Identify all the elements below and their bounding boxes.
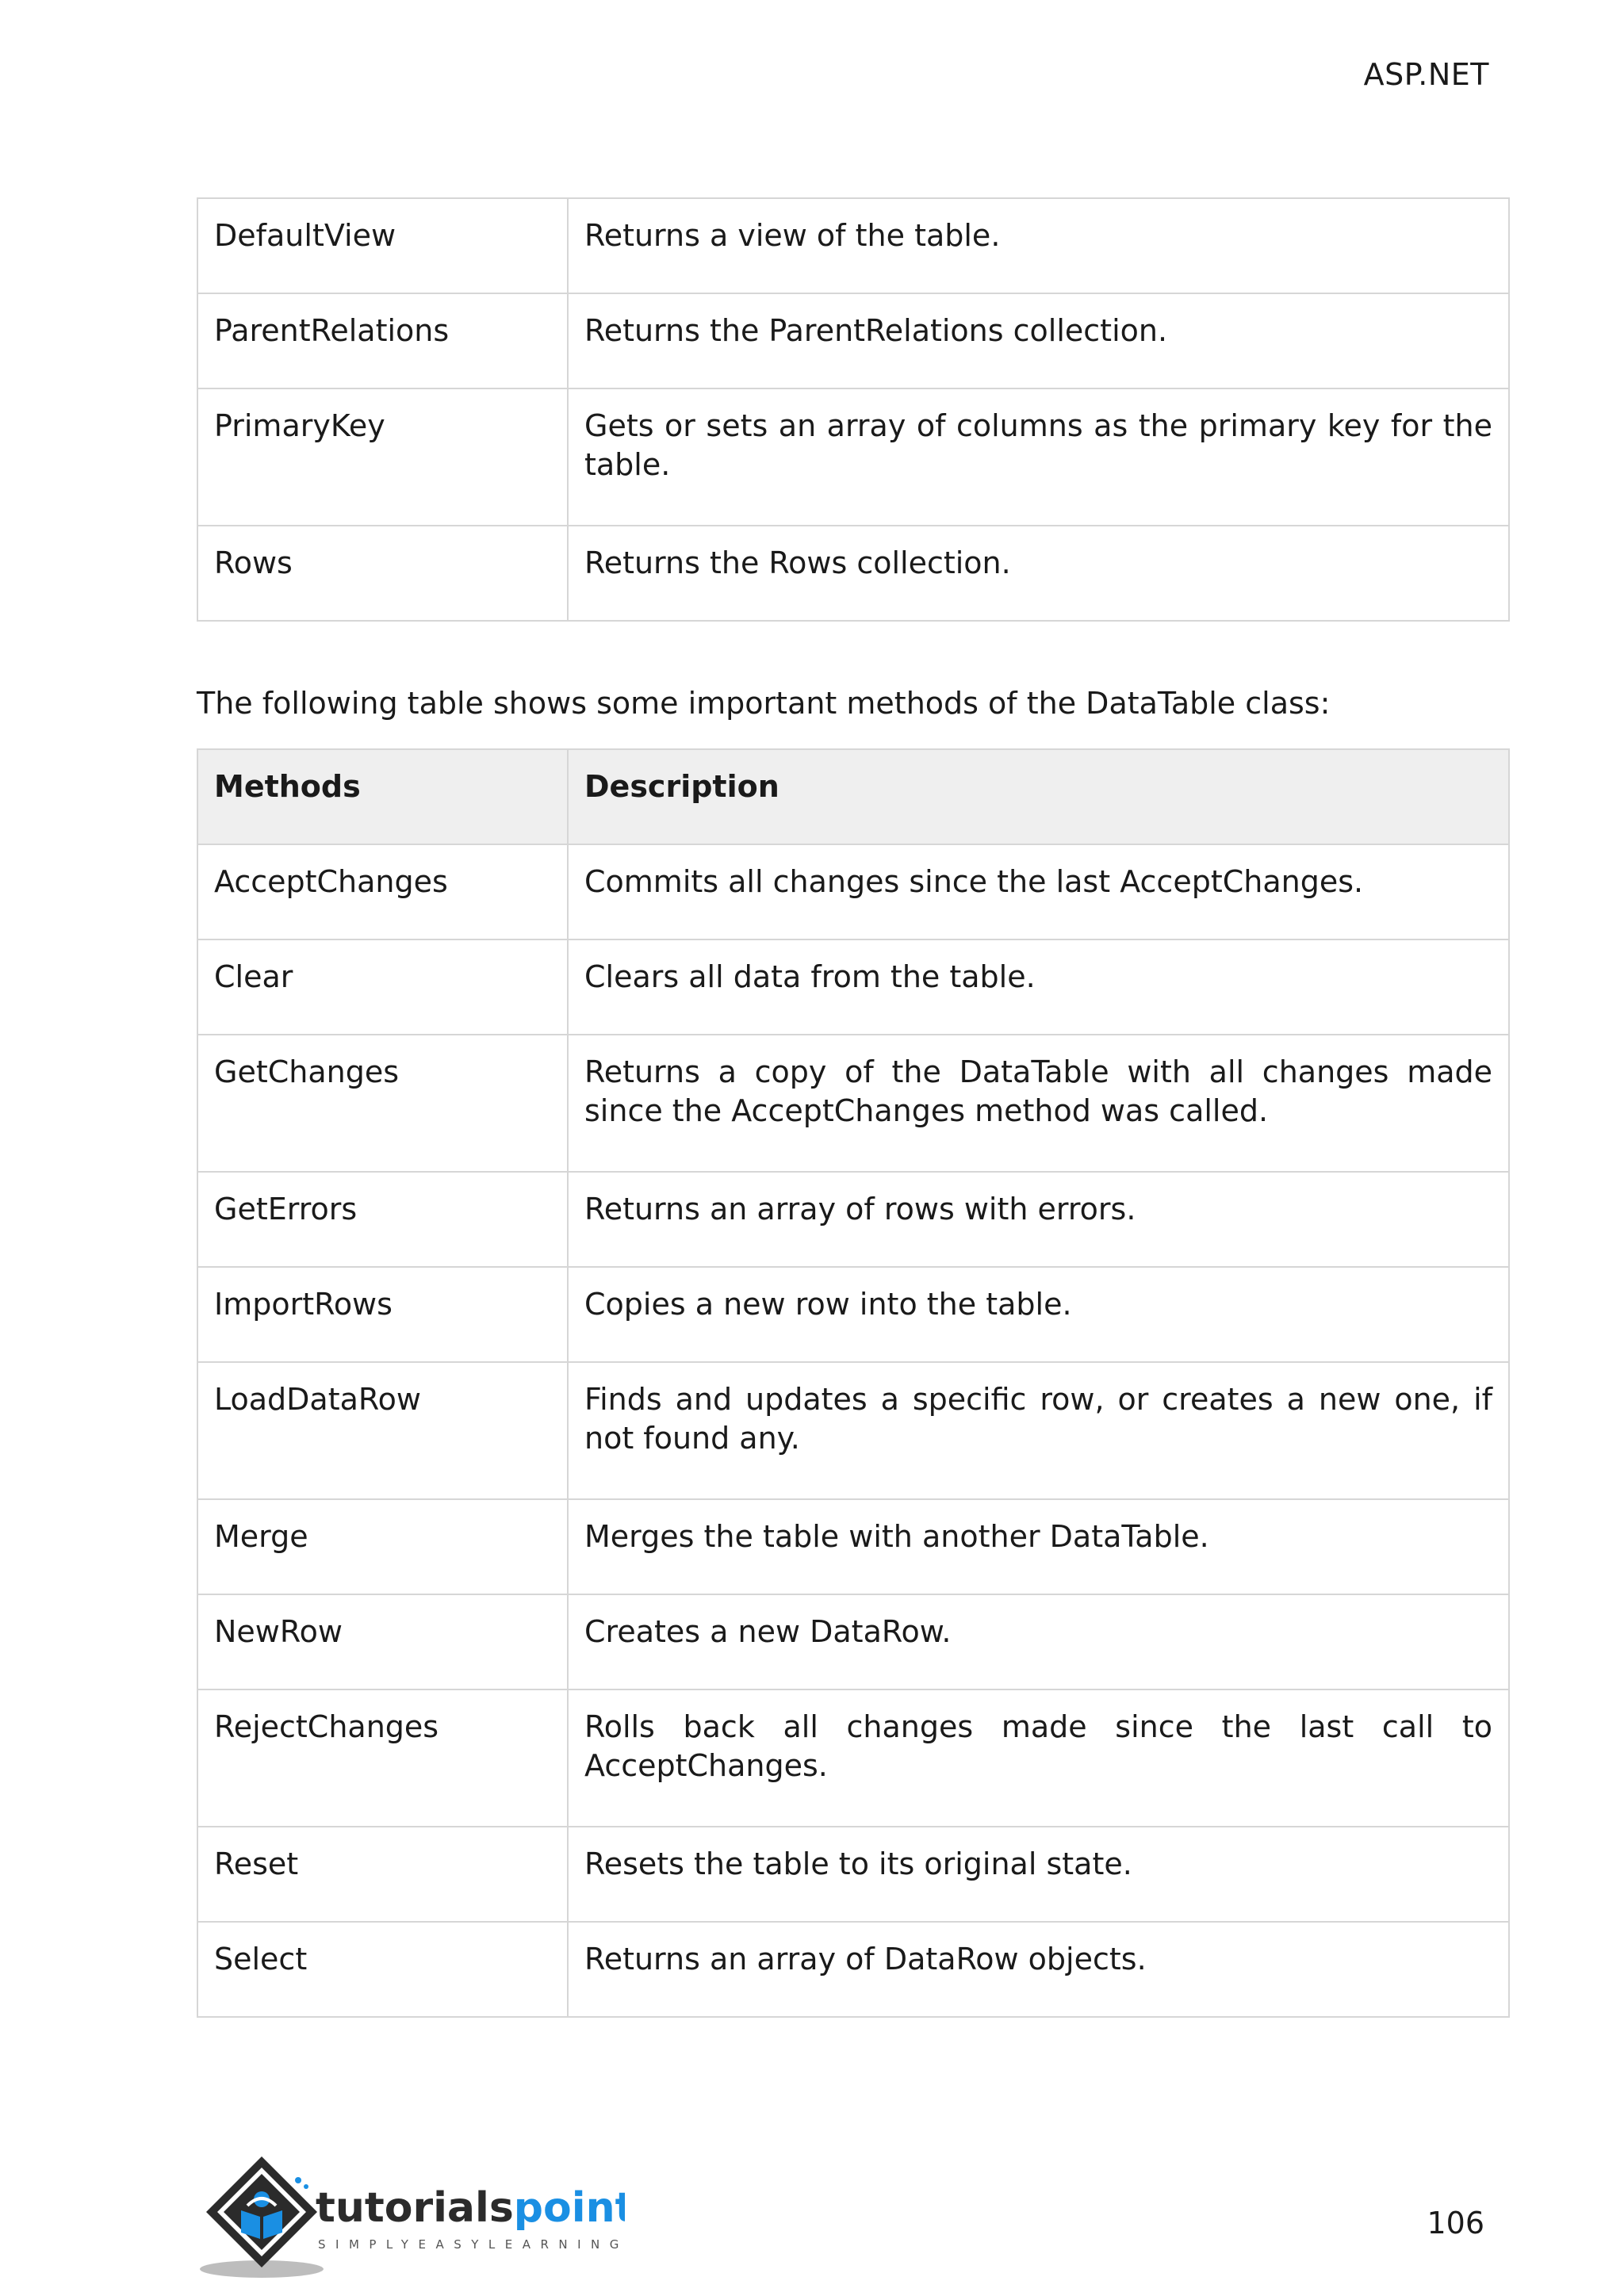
property-description: Returns the Rows collection. bbox=[568, 526, 1509, 621]
table-row bbox=[197, 1362, 1509, 1499]
tutorialspoint-logo-graphic bbox=[197, 2150, 625, 2285]
property-name: Rows bbox=[197, 526, 568, 621]
method-name: ImportRows bbox=[197, 1267, 568, 1362]
method-description: Resets the table to its original state. bbox=[568, 1827, 1509, 1922]
logo-wordmark-accent: point bbox=[513, 2184, 625, 2232]
table-row bbox=[197, 1499, 1509, 1594]
method-description: Returns an array of rows with errors. bbox=[568, 1172, 1509, 1267]
tutorialspoint-logo bbox=[197, 2150, 625, 2285]
property-description: Returns a view of the table. bbox=[568, 198, 1509, 293]
header-title: ASP.NET bbox=[1363, 57, 1489, 92]
table-row bbox=[197, 939, 1509, 1035]
method-description: Merges the table with another DataTable. bbox=[568, 1499, 1509, 1594]
property-name: PrimaryKey bbox=[197, 388, 568, 526]
table-row bbox=[197, 1267, 1509, 1362]
method-description: Rolls back all changes made since the last call to AcceptChanges. bbox=[568, 1689, 1509, 1827]
method-description: Returns an array of DataRow objects. bbox=[568, 1922, 1509, 2017]
table-row bbox=[197, 388, 1509, 526]
method-description: Commits all changes since the last AcceptChanges. bbox=[568, 844, 1509, 939]
page-number: 106 bbox=[1427, 2206, 1484, 2241]
property-description: Gets or sets an array of columns as the primary key for the table. bbox=[568, 388, 1509, 526]
method-name: Select bbox=[197, 1922, 568, 2017]
logo-wordmark-dark: tutorials bbox=[316, 2184, 514, 2232]
table-row bbox=[197, 526, 1509, 621]
table-row bbox=[197, 844, 1509, 939]
table-row bbox=[197, 1922, 1509, 2017]
table-row bbox=[197, 293, 1509, 388]
methods-intro-text: The following table shows some important methods of the DataTable class: bbox=[197, 686, 1331, 721]
table-row bbox=[197, 1827, 1509, 1922]
method-name: Reset bbox=[197, 1827, 568, 1922]
method-name: Merge bbox=[197, 1499, 568, 1594]
table-row bbox=[197, 198, 1509, 293]
svg-text:tutorialspoint bbox=[316, 2184, 625, 2232]
method-name: NewRow bbox=[197, 1594, 568, 1689]
column-header-methods: Methods bbox=[197, 749, 568, 844]
table-row bbox=[197, 1035, 1509, 1172]
logo-tagline: SIMPLYEASYLEARNING bbox=[318, 2237, 625, 2252]
method-description: Copies a new row into the table. bbox=[568, 1267, 1509, 1362]
method-description: Finds and updates a specific row, or creates a new one, if not found any. bbox=[568, 1362, 1509, 1499]
column-header-description: Description bbox=[568, 749, 1509, 844]
table-header-row bbox=[197, 749, 1509, 844]
method-name: GetChanges bbox=[197, 1035, 568, 1172]
table-row bbox=[197, 1689, 1509, 1827]
method-description: Creates a new DataRow. bbox=[568, 1594, 1509, 1689]
property-name: ParentRelations bbox=[197, 293, 568, 388]
method-description: Clears all data from the table. bbox=[568, 939, 1509, 1035]
method-name: Clear bbox=[197, 939, 568, 1035]
method-name: RejectChanges bbox=[197, 1689, 568, 1827]
table-row bbox=[197, 1172, 1509, 1267]
table-row bbox=[197, 1594, 1509, 1689]
method-name: GetErrors bbox=[197, 1172, 568, 1267]
property-description: Returns the ParentRelations collection. bbox=[568, 293, 1509, 388]
property-name: DefaultView bbox=[197, 198, 568, 293]
properties-table bbox=[197, 197, 1510, 622]
method-name: AcceptChanges bbox=[197, 844, 568, 939]
methods-table bbox=[197, 748, 1510, 2018]
method-description: Returns a copy of the DataTable with all changes made since the AcceptChanges method was called. bbox=[568, 1035, 1509, 1172]
method-name: LoadDataRow bbox=[197, 1362, 568, 1499]
